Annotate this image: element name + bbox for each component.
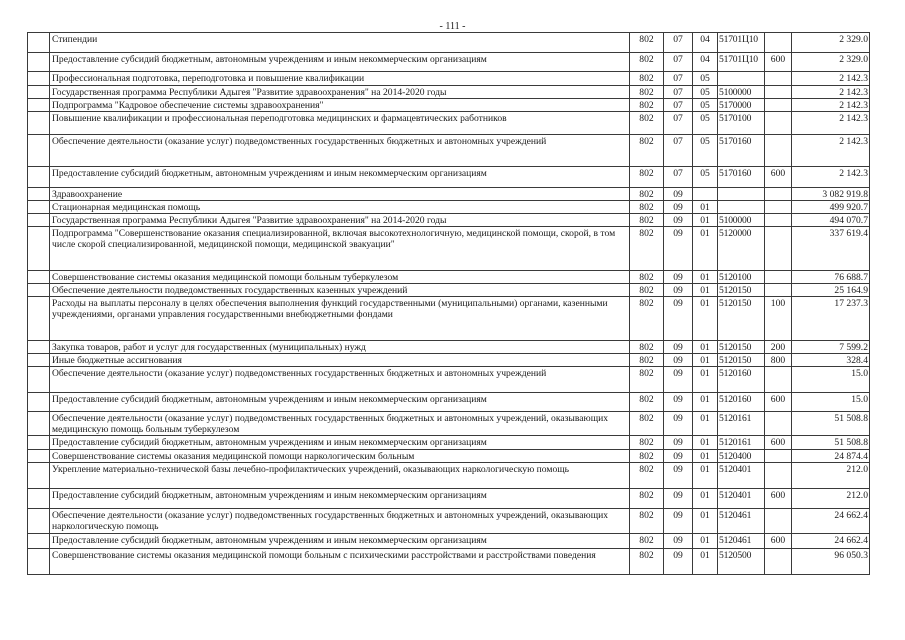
- table-row: [28, 227, 870, 271]
- row-marker-cell: [28, 53, 50, 72]
- amount-value: 3 082 919.8: [792, 188, 870, 201]
- amount-value: 2 142.3: [792, 99, 870, 112]
- target-article-code: 5120401: [718, 489, 765, 509]
- row-name: Предоставление субсидий бюджетным, автономным учреждениям и иным некоммерческим организациям: [50, 534, 630, 549]
- expense-type-code: 100: [765, 297, 792, 341]
- section-code: 09: [664, 436, 693, 450]
- target-article-code: 5120400: [718, 450, 765, 463]
- budget-table: [27, 32, 870, 575]
- row-name: Стипендии: [50, 33, 630, 53]
- expense-type-code: [765, 271, 792, 284]
- ministry-code: 802: [630, 450, 664, 463]
- expense-type-code: 600: [765, 53, 792, 72]
- target-article-code: 5120100: [718, 271, 765, 284]
- row-marker-cell: [28, 509, 50, 534]
- row-name: Повышение квалификации и профессиональная переподготовка медицинских и фармацевтических работников: [50, 112, 630, 135]
- expense-type-code: [765, 188, 792, 201]
- row-name: Предоставление субсидий бюджетным, автономным учреждениям и иным некоммерческим организациям: [50, 167, 630, 188]
- target-article-code: 5120150: [718, 341, 765, 354]
- subsection-code: 05: [693, 167, 718, 188]
- expense-type-code: 600: [765, 436, 792, 450]
- amount-value: 212.0: [792, 489, 870, 509]
- section-code: 07: [664, 53, 693, 72]
- ministry-code: 802: [630, 463, 664, 489]
- section-code: 09: [664, 450, 693, 463]
- target-article-code: [718, 201, 765, 214]
- table-row: [28, 271, 870, 284]
- ministry-code: 802: [630, 509, 664, 534]
- row-name: Укрепление материально-технической базы лечебно-профилактических учреждений, оказывающих наркологическую помощь: [50, 463, 630, 489]
- row-name: Предоставление субсидий бюджетным, автономным учреждениям и иным некоммерческим организациям: [50, 436, 630, 450]
- subsection-code: 01: [693, 271, 718, 284]
- target-article-code: 5120160: [718, 393, 765, 412]
- row-marker-cell: [28, 297, 50, 341]
- expense-type-code: [765, 450, 792, 463]
- target-article-code: 5120150: [718, 297, 765, 341]
- section-code: 09: [664, 201, 693, 214]
- amount-value: 96 050.3: [792, 549, 870, 575]
- row-name: Совершенствование системы оказания медицинской помощи наркологическим больным: [50, 450, 630, 463]
- section-code: 09: [664, 534, 693, 549]
- row-marker-cell: [28, 450, 50, 463]
- target-article-code: 5120161: [718, 436, 765, 450]
- section-code: 09: [664, 341, 693, 354]
- row-name: Профессиональная подготовка, переподготовка и повышение квалификации: [50, 72, 630, 86]
- table-row: [28, 489, 870, 509]
- amount-value: 2 329.0: [792, 33, 870, 53]
- amount-value: 51 508.8: [792, 436, 870, 450]
- amount-value: 2 142.3: [792, 72, 870, 86]
- target-article-code: [718, 188, 765, 201]
- expense-type-code: 600: [765, 489, 792, 509]
- table-row: [28, 393, 870, 412]
- row-name: Государственная программа Республики Адыгея "Развитие здравоохранения" на 2014-2020 годы: [50, 86, 630, 99]
- row-name: Обеспечение деятельности (оказание услуг) подведомственных государственных бюджетных и автономных учреждений: [50, 135, 630, 167]
- expense-type-code: [765, 72, 792, 86]
- section-code: 09: [664, 549, 693, 575]
- amount-value: 328.4: [792, 354, 870, 367]
- target-article-code: 5120461: [718, 509, 765, 534]
- row-marker-cell: [28, 549, 50, 575]
- ministry-code: 802: [630, 393, 664, 412]
- section-code: 07: [664, 99, 693, 112]
- table-row: [28, 214, 870, 227]
- ministry-code: 802: [630, 167, 664, 188]
- table-row: [28, 201, 870, 214]
- amount-value: 494 070.7: [792, 214, 870, 227]
- expense-type-code: [765, 135, 792, 167]
- expense-type-code: [765, 112, 792, 135]
- expense-type-code: 800: [765, 354, 792, 367]
- amount-value: 2 142.3: [792, 112, 870, 135]
- target-article-code: 51701Ц10: [718, 53, 765, 72]
- ministry-code: 802: [630, 53, 664, 72]
- section-code: 09: [664, 489, 693, 509]
- ministry-code: 802: [630, 436, 664, 450]
- section-code: 09: [664, 188, 693, 201]
- row-marker-cell: [28, 227, 50, 271]
- amount-value: 25 164.9: [792, 284, 870, 297]
- ministry-code: 802: [630, 489, 664, 509]
- row-name: Государственная программа Республики Адыгея "Развитие здравоохранения" на 2014-2020 годы: [50, 214, 630, 227]
- subsection-code: 04: [693, 53, 718, 72]
- row-marker-cell: [28, 354, 50, 367]
- ministry-code: 802: [630, 367, 664, 393]
- target-article-code: 51701Ц10: [718, 33, 765, 53]
- row-name: Закупка товаров, работ и услуг для государственных (муниципальных) нужд: [50, 341, 630, 354]
- ministry-code: 802: [630, 534, 664, 549]
- section-code: 07: [664, 33, 693, 53]
- subsection-code: [693, 188, 718, 201]
- target-article-code: [718, 72, 765, 86]
- amount-value: 24 662.4: [792, 509, 870, 534]
- expense-type-code: [765, 33, 792, 53]
- subsection-code: 01: [693, 284, 718, 297]
- amount-value: 24 874.4: [792, 450, 870, 463]
- row-name: Иные бюджетные ассигнования: [50, 354, 630, 367]
- subsection-code: 05: [693, 135, 718, 167]
- row-name: Здравоохранение: [50, 188, 630, 201]
- row-marker-cell: [28, 135, 50, 167]
- amount-value: 15.0: [792, 393, 870, 412]
- ministry-code: 802: [630, 354, 664, 367]
- subsection-code: 01: [693, 214, 718, 227]
- target-article-code: 5170160: [718, 135, 765, 167]
- amount-value: 7 599.2: [792, 341, 870, 354]
- expense-type-code: [765, 463, 792, 489]
- section-code: 09: [664, 284, 693, 297]
- expense-type-code: [765, 227, 792, 271]
- subsection-code: 05: [693, 112, 718, 135]
- subsection-code: 01: [693, 489, 718, 509]
- subsection-code: 01: [693, 341, 718, 354]
- expense-type-code: 600: [765, 534, 792, 549]
- amount-value: 76 688.7: [792, 271, 870, 284]
- table-row: [28, 86, 870, 99]
- target-article-code: 5100000: [718, 86, 765, 99]
- subsection-code: 01: [693, 534, 718, 549]
- target-article-code: 5120401: [718, 463, 765, 489]
- table-row: [28, 112, 870, 135]
- expense-type-code: [765, 367, 792, 393]
- ministry-code: 802: [630, 214, 664, 227]
- subsection-code: 01: [693, 393, 718, 412]
- section-code: 09: [664, 393, 693, 412]
- section-code: 09: [664, 227, 693, 271]
- section-code: 09: [664, 271, 693, 284]
- row-marker-cell: [28, 436, 50, 450]
- row-marker-cell: [28, 393, 50, 412]
- row-marker-cell: [28, 341, 50, 354]
- row-marker-cell: [28, 112, 50, 135]
- subsection-code: 01: [693, 297, 718, 341]
- table-row: [28, 33, 870, 53]
- table-row: [28, 341, 870, 354]
- row-marker-cell: [28, 214, 50, 227]
- table-row: [28, 135, 870, 167]
- expense-type-code: 600: [765, 393, 792, 412]
- expense-type-code: [765, 99, 792, 112]
- amount-value: 2 329.0: [792, 53, 870, 72]
- table-row: [28, 188, 870, 201]
- section-code: 09: [664, 367, 693, 393]
- table-row: [28, 509, 870, 534]
- target-article-code: 5120150: [718, 354, 765, 367]
- subsection-code: 01: [693, 436, 718, 450]
- row-name: Расходы на выплаты персоналу в целях обеспечения выполнения функций государственными (муниципальными) органами, казенными учреждениями, органами управления государственными внебюджетными фондами: [50, 297, 630, 341]
- row-marker-cell: [28, 188, 50, 201]
- target-article-code: 5120000: [718, 227, 765, 271]
- ministry-code: 802: [630, 112, 664, 135]
- row-name: Предоставление субсидий бюджетным, автономным учреждениям и иным некоммерческим организациям: [50, 489, 630, 509]
- subsection-code: 05: [693, 99, 718, 112]
- ministry-code: 802: [630, 412, 664, 436]
- row-marker-cell: [28, 367, 50, 393]
- subsection-code: 01: [693, 354, 718, 367]
- expense-type-code: [765, 214, 792, 227]
- amount-value: 2 142.3: [792, 86, 870, 99]
- amount-value: 17 237.3: [792, 297, 870, 341]
- amount-value: 51 508.8: [792, 412, 870, 436]
- table-row: [28, 436, 870, 450]
- section-code: 09: [664, 412, 693, 436]
- ministry-code: 802: [630, 72, 664, 86]
- amount-value: 2 142.3: [792, 167, 870, 188]
- row-marker-cell: [28, 463, 50, 489]
- table-row: [28, 463, 870, 489]
- ministry-code: 802: [630, 188, 664, 201]
- table-row: [28, 534, 870, 549]
- expense-type-code: 600: [765, 167, 792, 188]
- amount-value: 499 920.7: [792, 201, 870, 214]
- target-article-code: 5120461: [718, 534, 765, 549]
- row-name: Обеспечение деятельности (оказание услуг) подведомственных государственных бюджетных и автономных учреждений: [50, 367, 630, 393]
- row-marker-cell: [28, 201, 50, 214]
- amount-value: 15.0: [792, 367, 870, 393]
- table-row: [28, 284, 870, 297]
- section-code: 07: [664, 86, 693, 99]
- table-row: [28, 354, 870, 367]
- section-code: 09: [664, 509, 693, 534]
- table-row: [28, 167, 870, 188]
- row-marker-cell: [28, 86, 50, 99]
- ministry-code: 802: [630, 271, 664, 284]
- row-name: Совершенствование системы оказания медицинской помощи больным с психическими расстройствами и расстройствами поведения: [50, 549, 630, 575]
- ministry-code: 802: [630, 135, 664, 167]
- table-row: [28, 297, 870, 341]
- row-marker-cell: [28, 271, 50, 284]
- row-name: Подпрограмма "Кадровое обеспечение системы здравоохранения": [50, 99, 630, 112]
- subsection-code: 01: [693, 463, 718, 489]
- table-row: [28, 450, 870, 463]
- subsection-code: 01: [693, 549, 718, 575]
- subsection-code: 05: [693, 72, 718, 86]
- ministry-code: 802: [630, 99, 664, 112]
- row-marker-cell: [28, 167, 50, 188]
- row-marker-cell: [28, 284, 50, 297]
- section-code: 07: [664, 135, 693, 167]
- row-name: Предоставление субсидий бюджетным, автономным учреждениям и иным некоммерческим организациям: [50, 393, 630, 412]
- row-marker-cell: [28, 412, 50, 436]
- target-article-code: 5170160: [718, 167, 765, 188]
- subsection-code: 05: [693, 86, 718, 99]
- expense-type-code: [765, 412, 792, 436]
- subsection-code: 01: [693, 450, 718, 463]
- row-marker-cell: [28, 534, 50, 549]
- row-name: Стационарная медицинская помощь: [50, 201, 630, 214]
- section-code: 07: [664, 167, 693, 188]
- target-article-code: 5120500: [718, 549, 765, 575]
- row-name: Подпрограмма "Совершенствование оказания специализированной, включая высокотехнологичную, медицинской помощи, скорой, в том числе скорой специализированной, медицинской помощи, медицинской эвакуации": [50, 227, 630, 271]
- row-name: Обеспечение деятельности подведомственных государственных казенных учреждений: [50, 284, 630, 297]
- table-row: [28, 99, 870, 112]
- row-marker-cell: [28, 72, 50, 86]
- row-marker-cell: [28, 99, 50, 112]
- amount-value: 337 619.4: [792, 227, 870, 271]
- table-row: [28, 53, 870, 72]
- row-name: Обеспечение деятельности (оказание услуг) подведомственных государственных бюджетных и автономных учреждений, оказывающих медицинскую помощь больным туберкулезом: [50, 412, 630, 436]
- row-name: Обеспечение деятельности (оказание услуг) подведомственных государственных бюджетных и автономных учреждений, оказывающих наркологическую помощь: [50, 509, 630, 534]
- table-row: [28, 367, 870, 393]
- target-article-code: 5170000: [718, 99, 765, 112]
- target-article-code: 5120150: [718, 284, 765, 297]
- section-code: 07: [664, 72, 693, 86]
- amount-value: 2 142.3: [792, 135, 870, 167]
- table-row: [28, 72, 870, 86]
- target-article-code: 5120160: [718, 367, 765, 393]
- target-article-code: 5120161: [718, 412, 765, 436]
- table-row: [28, 412, 870, 436]
- subsection-code: 04: [693, 33, 718, 53]
- section-code: 09: [664, 297, 693, 341]
- expense-type-code: 200: [765, 341, 792, 354]
- section-code: 09: [664, 463, 693, 489]
- row-marker-cell: [28, 33, 50, 53]
- ministry-code: 802: [630, 86, 664, 99]
- subsection-code: 01: [693, 367, 718, 393]
- expense-type-code: [765, 549, 792, 575]
- subsection-code: 01: [693, 412, 718, 436]
- row-name: Предоставление субсидий бюджетным, автономным учреждениям и иным некоммерческим организациям: [50, 53, 630, 72]
- ministry-code: 802: [630, 549, 664, 575]
- ministry-code: 802: [630, 227, 664, 271]
- table-row: [28, 549, 870, 575]
- section-code: 09: [664, 214, 693, 227]
- ministry-code: 802: [630, 297, 664, 341]
- target-article-code: 5100000: [718, 214, 765, 227]
- subsection-code: 01: [693, 509, 718, 534]
- amount-value: 212.0: [792, 463, 870, 489]
- expense-type-code: [765, 86, 792, 99]
- section-code: 09: [664, 354, 693, 367]
- subsection-code: 01: [693, 227, 718, 271]
- expense-type-code: [765, 201, 792, 214]
- target-article-code: 5170100: [718, 112, 765, 135]
- amount-value: 24 662.4: [792, 534, 870, 549]
- expense-type-code: [765, 509, 792, 534]
- ministry-code: 802: [630, 33, 664, 53]
- ministry-code: 802: [630, 201, 664, 214]
- section-code: 07: [664, 112, 693, 135]
- page-number: - 111 -: [439, 21, 466, 32]
- ministry-code: 802: [630, 284, 664, 297]
- expense-type-code: [765, 284, 792, 297]
- ministry-code: 802: [630, 341, 664, 354]
- row-name: Совершенствование системы оказания медицинской помощи больным туберкулезом: [50, 271, 630, 284]
- row-marker-cell: [28, 489, 50, 509]
- subsection-code: 01: [693, 201, 718, 214]
